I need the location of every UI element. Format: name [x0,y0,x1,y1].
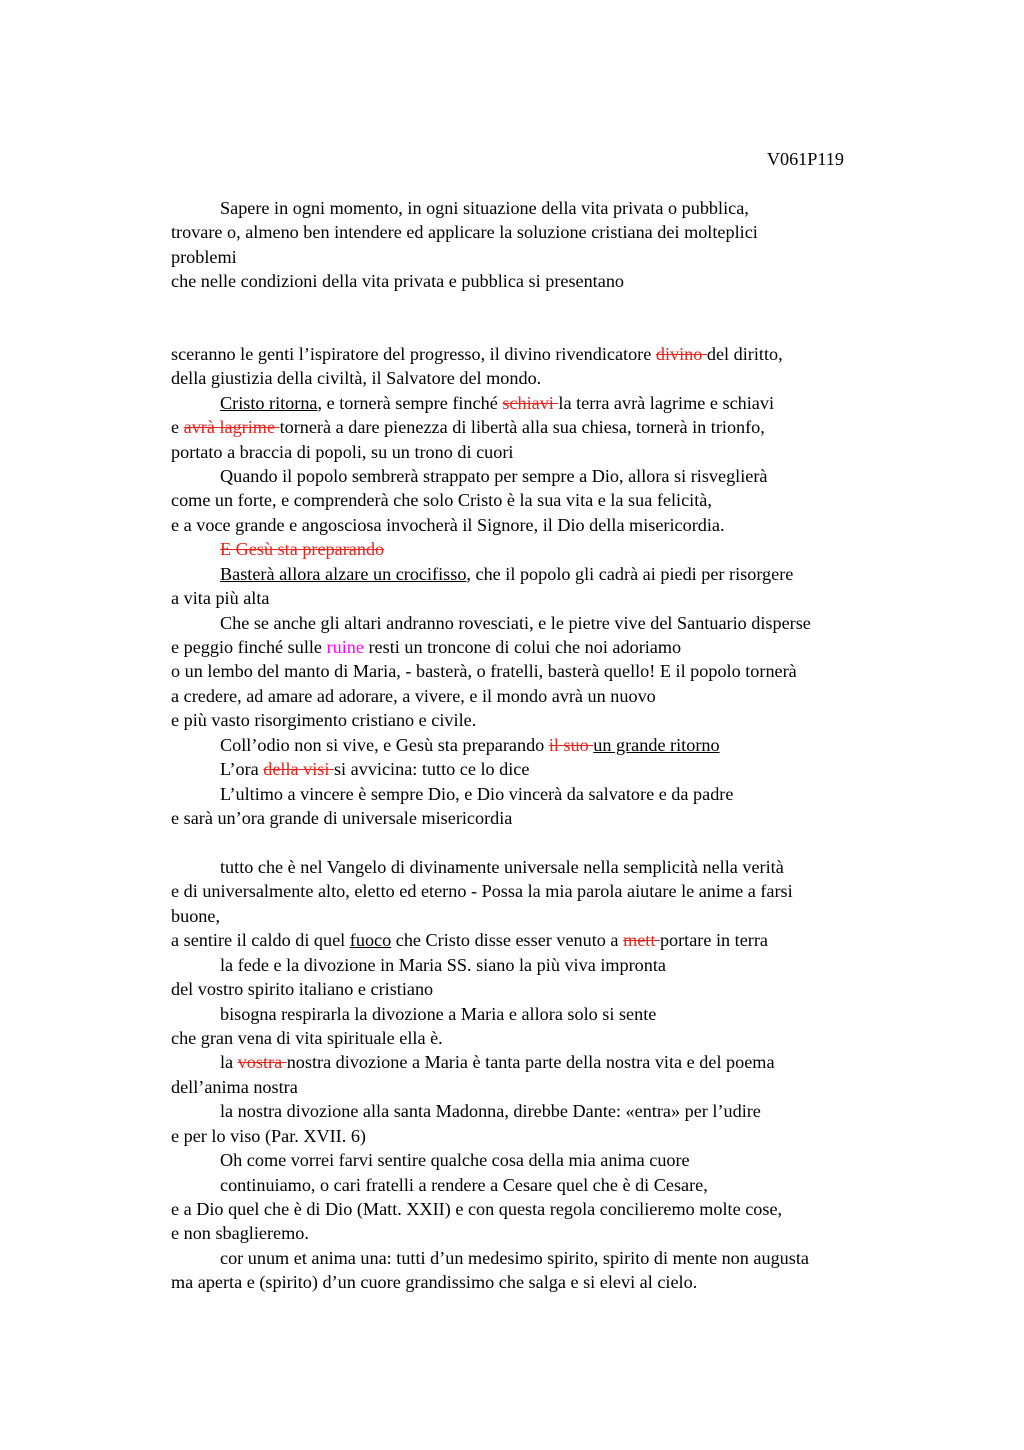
text-span: sceranno le genti l’ispiratore del progresso, il divino rivendicatore [171,343,656,364]
text-span: a sentire il caldo di quel [171,930,350,951]
underlined-text: fuoco [349,930,392,951]
text-span: e peggio finché sulle [171,637,327,657]
text-line: buone, [171,905,220,926]
text-span: tornerà a dare pienezza di libertà alla sua chiesa, tornerà in trionfo, [279,417,765,438]
text-span: L’ora [220,759,264,780]
text-span: la terra avrà lagrime e schiavi [558,392,775,413]
text-line: e di universalmente alto, eletto ed eterno - Possa la mia parola aiutare le anime a farsi [171,881,793,902]
text-line [171,757,901,781]
text-line: ma aperta e (spirito) d’un cuore grandissimo che salga e si elevi al cielo. [171,1272,698,1293]
text-line: trovare o, almeno ben intendere ed applicare la soluzione cristiana dei molteplici [171,222,758,243]
text-line [171,562,901,586]
underlined-text: Basterà allora alzare un crocifisso [220,563,467,584]
text-line [171,733,901,757]
text-line: Quando il popolo sembrerà strappato per sempre a Dio, allora si risveglierà [220,465,768,486]
text-line: che gran vena di vita spirituale ella è. [171,1027,443,1048]
text-span: Coll’odio non si vive, e Gesù sta preparando [220,734,549,755]
underlined-text: un grande ritorno [593,734,720,755]
text-line: portato a braccia di popoli, su un trono di cuori [171,441,514,462]
deleted-text: schiavi [502,392,559,413]
deleted-text: il suo [548,734,594,755]
text-line: a credere, ad amare ad adorare, a vivere, e il mondo avrà un nuovo [171,685,656,706]
text-line: dell’anima nostra [171,1076,298,1097]
text-line [171,537,901,561]
section-spacer [171,831,901,855]
text-line: tutto che è nel Vangelo di divinamente universale nella semplicità nella verità [220,856,784,877]
text-line: la fede e la divozione in Maria SS. siano la più viva impronta [220,954,666,975]
text-line [171,635,901,659]
deleted-text: divino [655,343,707,364]
text-line: cor unum et anima una: tutti d’un medesimo spirito, spirito di mente non augusta [220,1247,809,1268]
deleted-text: avrà lagrime [183,417,280,438]
text-span: nostra divozione a Maria è tanta parte della nostra vita e del poema [286,1052,775,1073]
deleted-text: della visi [263,759,334,780]
text-line: Oh come vorrei farvi sentire qualche cosa della mia anima cuore [220,1150,690,1171]
section-spacer [171,294,901,342]
text-span: si avvicina: tutto ce lo dice [333,759,530,780]
text-line: Che se anche gli altari andranno rovesciati, e le pietre vive del Santuario disperse [220,612,811,633]
document-body [171,196,901,1295]
paragraph-block-3 [171,855,901,1295]
text-span: del diritto, [706,343,783,364]
highlighted-text: ruine [326,637,364,657]
text-line [171,342,901,366]
deleted-text: mett [623,930,660,951]
text-line: della giustizia della civiltà, il Salvatore del mondo. [171,368,542,389]
text-span: e [171,417,184,438]
text-line: del vostro spirito italiano e cristiano [171,979,434,1000]
document-reference-code: V061P119 [766,149,844,169]
text-line: o un lembo del manto di Maria, - basterà, o fratelli, basterà quello! E il popolo tornerà [171,661,797,682]
text-span: , e tornerà sempre finché [317,392,503,413]
text-line: e a Dio quel che è di Dio (Matt. XXII) e con questa regola concilieremo molte cose, [171,1199,783,1220]
text-line: problemi [171,246,237,267]
text-line: come un forte, e comprenderà che solo Cristo è la sua vita e la sua felicità, [171,490,712,511]
text-span: la [220,1052,238,1073]
text-line: bisogna respirarla la divozione a Maria e allora solo si sente [220,1003,657,1024]
text-line [171,928,901,952]
text-span: , che il popolo gli cadrà ai piedi per risorgere [466,563,794,584]
text-line [171,415,901,439]
text-line: e per lo viso (Par. XVII. 6) [171,1125,366,1146]
text-line [171,1050,901,1074]
text-span: portare in terra [659,930,768,951]
text-line: L’ultimo a vincere è sempre Dio, e Dio vincerà da salvatore e da padre [220,783,734,804]
text-line: che nelle condizioni della vita privata e pubblica si presentano [171,271,625,292]
deleted-text: E Gesù sta preparando [220,539,385,560]
text-line: e non sbaglieremo. [171,1223,309,1244]
text-line: e più vasto risorgimento cristiano e civile. [171,710,477,731]
text-line: continuiamo, o cari fratelli a rendere a Cesare quel che è di Cesare, [220,1174,708,1195]
underlined-text: Cristo ritorna [220,392,318,413]
text-line: a vita più alta [171,588,270,609]
text-line: la nostra divozione alla santa Madonna, direbbe Dante: «entra» per l’udire [220,1101,761,1122]
text-span: resti un troncone di colui che noi adoriamo [363,637,682,657]
text-line [171,391,901,415]
text-line: e a voce grande e angosciosa invocherà il Signore, il Dio della misericordia. [171,514,725,535]
deleted-text: vostra [237,1052,287,1073]
text-span: che Cristo disse esser venuto a [391,930,624,951]
text-line: e sarà un’ora grande di universale misericordia [171,808,513,829]
text-line: Sapere in ogni momento, in ogni situazione della vita privata o pubblica, [220,198,749,218]
paragraph-block-1 [171,196,901,294]
paragraph-block-2 [171,342,901,831]
